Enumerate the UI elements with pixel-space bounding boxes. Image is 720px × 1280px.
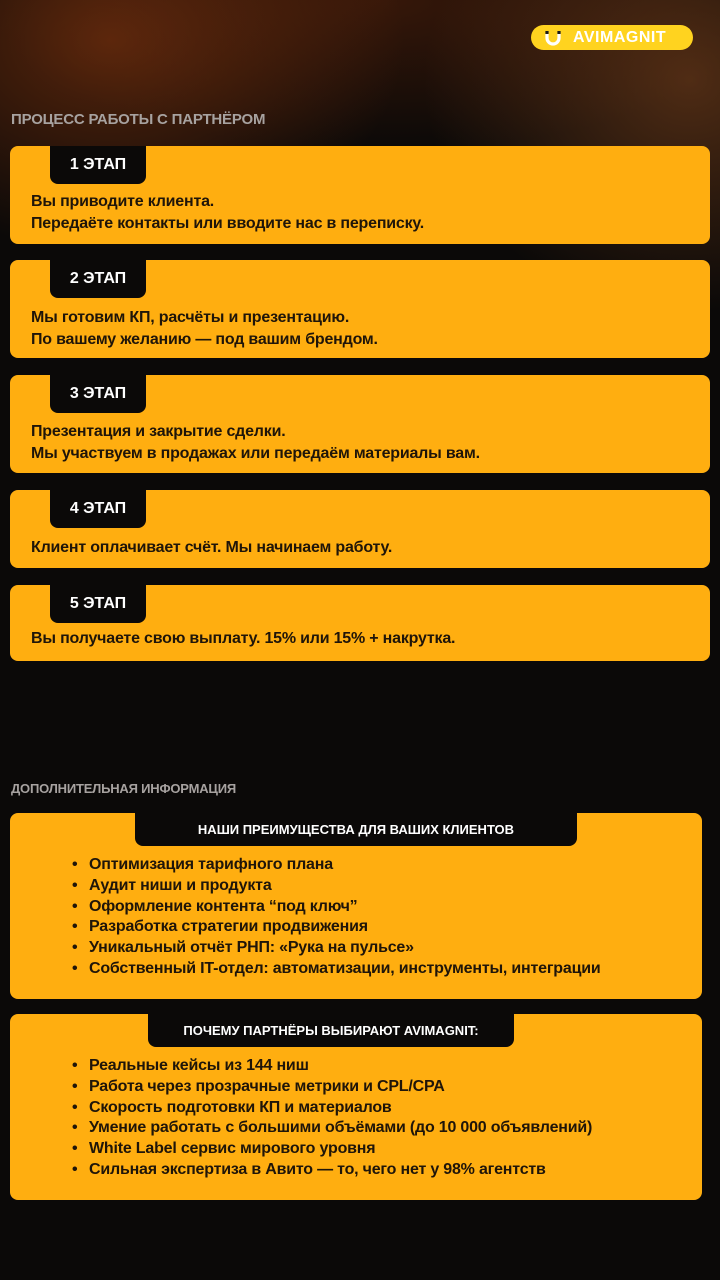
- stage-line: Вы приводите клиента.: [31, 193, 215, 210]
- stage-description: [31, 307, 378, 351]
- stage-card-4: [10, 490, 710, 568]
- advantages-list: [72, 855, 601, 980]
- list-item: • Аудит ниши и продукта: [72, 876, 601, 897]
- stage-description: [31, 191, 424, 235]
- list-item: • Разработка стратегии продвижения: [72, 917, 601, 938]
- stage-card-3: [10, 375, 710, 473]
- list-item: • Сильная экспертиза в Авито — то, чего нет у 98% агентств: [72, 1160, 592, 1181]
- list-item: • White Label сервис мирового уровня: [72, 1139, 592, 1160]
- why-partners-title: ПОЧЕМУ ПАРТНЁРЫ ВЫБИРАЮТ AVIMAGNIT:: [148, 1014, 514, 1047]
- stage-card-1: [10, 146, 710, 244]
- list-item: • Умение работать с большими объёмами (до 10 000 объявлений): [72, 1118, 592, 1139]
- list-item: • Оформление контента “под ключ”: [72, 897, 601, 918]
- brand-name: AVIMAGNIT: [573, 28, 667, 46]
- advantages-title: НАШИ ПРЕИМУЩЕСТВА ДЛЯ ВАШИХ КЛИЕНТОВ: [135, 813, 577, 846]
- stage-label: 4 ЭТАП: [50, 490, 146, 528]
- why-partners-list: [72, 1056, 592, 1181]
- brand-logo: [531, 25, 693, 50]
- stage-line: Вы получаете свою выплату. 15% или 15% + накрутка.: [31, 630, 456, 647]
- list-item: • Оптимизация тарифного плана: [72, 855, 601, 876]
- advantages-card: [10, 813, 702, 999]
- list-item: • Скорость подготовки КП и материалов: [72, 1098, 592, 1119]
- stage-line: Клиент оплачивает счёт. Мы начинаем работу.: [31, 539, 393, 556]
- list-item: • Реальные кейсы из 144 ниш: [72, 1056, 592, 1077]
- stage-label: 1 ЭТАП: [50, 146, 146, 184]
- stage-line: Мы готовим КП, расчёты и презентацию.: [31, 309, 350, 326]
- stage-card-2: [10, 260, 710, 358]
- stage-line: Презентация и закрытие сделки.: [31, 423, 286, 440]
- extra-info-title: ДОПОЛНИТЕЛЬНАЯ ИНФОРМАЦИЯ: [11, 781, 237, 796]
- why-partners-card: [10, 1014, 702, 1200]
- stage-line: Мы участвуем в продажах или передаём материалы вам.: [31, 445, 480, 462]
- stage-description: [31, 537, 392, 559]
- stage-label: 3 ЭТАП: [50, 375, 146, 413]
- list-item: • Работа через прозрачные метрики и CPL/CPA: [72, 1077, 592, 1098]
- stage-label: 5 ЭТАП: [50, 585, 146, 623]
- list-item: • Уникальный отчёт РНП: «Рука на пульсе»: [72, 938, 601, 959]
- stage-description: [31, 421, 480, 465]
- stage-description: [31, 628, 455, 650]
- magnet-icon: [543, 28, 563, 48]
- stage-line: Передаёте контакты или вводите нас в переписку.: [31, 215, 424, 232]
- process-title: ПРОЦЕСС РАБОТЫ С ПАРТНЁРОМ: [11, 111, 266, 128]
- stage-label: 2 ЭТАП: [50, 260, 146, 298]
- list-item: • Собственный IT-отдел: автоматизации, инструменты, интеграции: [72, 959, 601, 980]
- stage-line: По вашему желанию — под вашим брендом.: [31, 331, 378, 348]
- stage-card-5: [10, 585, 710, 661]
